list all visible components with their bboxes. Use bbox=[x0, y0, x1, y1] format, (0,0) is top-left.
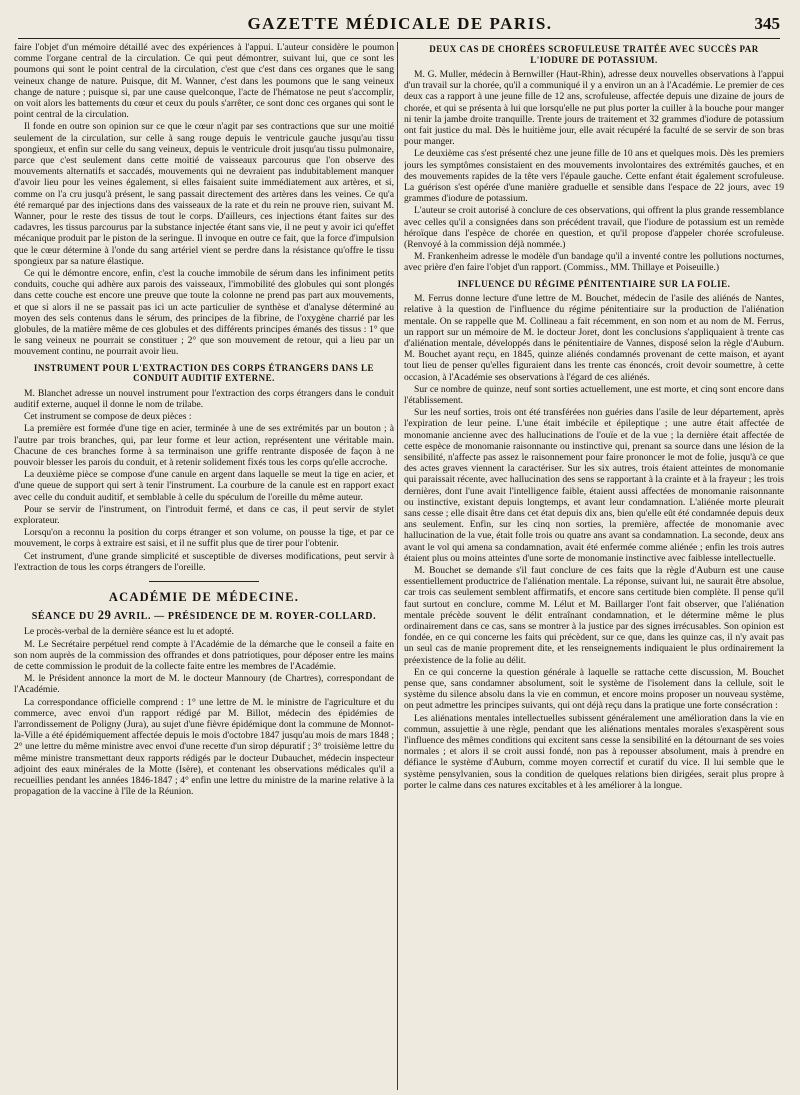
blanchet-paragraph-7: Cet instrument, d'une grande simplicité et susceptible de diverses modifications, peut servir à l'extraction de tous les corps étrangers de l'oreille. bbox=[14, 550, 394, 573]
muller-paragraph-2: Le deuxième cas s'est présenté chez une jeune fille de 10 ans et quelques mois. Dès les premiers jours les symptômes consistaient en des mouvements involontaires des extrémités gauches, et en des mouvements rapides de la tête vers l'épaule gauche. Cette enfant était également scrofuleuse. La guérison s'est opérée d'une manière graduelle et sensible dans l'espace de 22 jours, avec 19 grammes d'iodure de potassium. bbox=[404, 148, 784, 205]
blanchet-paragraph-3: La première est formée d'une tige en acier, terminée à une de ses extrémités par un bouton ; à l'autre par trois branches, qui, par leur forme et leur action, représentent une véritable main. Chacune de ces branches forme à sa terminaison une griffe rentrante disposée de façon à ne pouvoir blesser les parois du conduit, et à retenir solidement fixés tous les corps qu'elle accroche. bbox=[14, 423, 394, 468]
running-head bbox=[0, 14, 800, 38]
right-column bbox=[404, 42, 784, 1090]
muller-paragraph-3: L'auteur se croit autorisé à conclure de ces observations, qui offrent la plus grande ressemblance avec celles qu'il a consignées dans son précédent travail, que l'iodure de potassium est un remède héroïque dans l'espèce de chorée en question, et qu'il propose d'appeler chorée scrofuleuse. (Renvoyé à la commission déjà nommée.) bbox=[404, 205, 784, 251]
president-paragraph: M. le Président annonce la mort de M. le docteur Mannoury (de Chartres), correspondant de l'Académie. bbox=[14, 673, 394, 696]
session-prefix: SÉANCE DU bbox=[31, 611, 95, 623]
wanner-paragraph-2: Il fonde en outre son opinion sur ce que le cœur n'agit par ses contractions que sur une moitié seulement de la circulation, sur celle à sang rouge depuis le ventricule gauche jusqu'au tissu spongieux, et enfin sur celle du sang veineux, depuis le ventricule droit jusqu'au tissu pulmonaire, parce que c'est seulement dans cette moitié de vaisseaux parcourus que l'on observe des mouvements alternatifs et saccadés, mouvements qui ne devraient pas indubitablement manquer d'avoir lieu pour les veines également, si elles faisaient suite immédiatement aux artères, et si, comme on l'a cru jusqu'à présent, le sang passait directement des artères dans les veines. Ce qu'a été remarqué par des injections dans des vaisseaux de la rate et du rein ne prouve rien, suivant M. Wanner, pour le reste des tissus de tout le corps. D'ailleurs, ces injections étant faites sur des cadavres, les tissus parcourus par la substance injectée étant sans vie, il ne peut y avoir ici qu'effet mécanique produit par le piston de la seringue. Il invoque en outre ce fait, que la force d'impulsion que le cœur détermine à l'onde du sang artériel vient se perdre dans la résistance qu'offre le tissu spongieux par sa nature élastique. bbox=[14, 121, 394, 267]
blanchet-paragraph-2: Cet instrument se compose de deux pièces : bbox=[24, 411, 192, 423]
ferrus-paragraph-3: Sur les neuf sorties, trois ont été transférées non guéries dans l'asile de leur département, après l'expiration de leur peine. L'une était imbécile et épileptique ; une autre était affectée de monomanie ancienne avec des hallucinations de l'ouïe et de la vue ; la dernière était affectée de cette espèce de monomanie raisonnante ou instinctive qui, prenant sa source dans une lésion de la sensibilité, n'affecte pas assez le raisonnement pour faire prononcer le mot de folie, jusqu'à ce que des actes graves viennent la caractériser. Sur les six autres, trois étaient atteintes de monomanie qui paraissait récente, avec hallucination des sens se rapportant à la crainte et à la frayeur ; les trois dernières, dont l'une avait l'intelligence faible, étaient aussi affectées de monomanie raisonnante ou instinctive, existant depuis longtemps, et avant leur condamnation. L'aliénée morte pleurait sans cesse ; elle disait être dans cet état depuis dix ans, bien qu'elle eût été condamnée depuis deux ans seulement. Enfin, sur les cinq non sorties, la première, affectée de monomanie avec hallucination de la vue, était folle trois ou quatre ans avant sa condamnation. La seconde, deux ans avant le vol qui amena sa condamnation, avait été enfermée comme aliénée ; enfin les trois autres étaient plus ou moins atteintes d'une sorte de monomanie instinctive avec faiblesse intellectuelle. bbox=[404, 407, 784, 564]
minutes-paragraph: Le procès-verbal de la dernière séance est lu et adopté. bbox=[24, 626, 234, 638]
chorea-section-heading: DEUX CAS DE CHORÉES SCROFULEUSE TRAITÉE AVEC SUCCÈS PAR L'IODURE DE POTASSIUM. bbox=[429, 44, 759, 65]
publication-title: GAZETTE MÉDICALE DE PARIS. bbox=[247, 14, 553, 33]
session-suffix: AVRIL. — PRÉSIDENCE DE M. ROYER-COLLARD. bbox=[114, 611, 377, 623]
bouchet-paragraph-1: M. Bouchet se demande s'il faut conclure de ces faits que la règle d'Auburn est une cause essentiellement productrice de l'aliénation mentale. La réponse, suivant lui, ne saurait être absolue, car trois cas seulement semblent affirmatifs, et encore sans certitude bien complète. Il pense qu'il faut surtout en conclure, comme M. Lélut et M. Baillarger l'ont fait observer, que l'aliénation mentale précède souvent le délit entraînant condamnation, et le détermine même le plus ordinairement dans ce cas, sans se montrer à la justice par des signes irrécusables. Son opinion est fondée, en ce qui concerne les faits qui précèdent, sur ce que, dans les quinze cas, il n'y avait pas un seul cas de manie proprement dite, et les renseignements indiquaient le plus ordinairement la préexistence de la folie au délit. bbox=[404, 565, 784, 666]
frankenheim-paragraph: M. Frankenheim adresse le modèle d'un bandage qu'il a inventé contre les pollutions nocturnes, avec prière d'en faire l'objet d'un rapport. (Commiss., MM. Thillaye et Poiseuille.) bbox=[404, 251, 784, 274]
column-divider bbox=[397, 42, 398, 1090]
blanchet-paragraph-1: M. Blanchet adresse un nouvel instrument pour l'extraction des corps étrangers dans le conduit auditif externe, auquel il donne le nom de trilabe. bbox=[14, 387, 394, 410]
secretary-paragraph: M. Le Secrétaire perpétuel rend compte à l'Académie de la démarche que le conseil a faite en son nom auprès de la commission des offrandes et dons patriotiques, pour déposer entre les mains de cette commission le produit de la collecte faite entre les membres de l'Académie. bbox=[14, 638, 394, 672]
bouchet-paragraph-2: En ce qui concerne la question générale à laquelle se rattache cette discussion, M. Bouchet pense que, sans condamner absolument, soit le système de l'isolement dans la cellule, soit le système du silence absolu dans la vie en commun, et encore moins proposer un nouveau système, on peut admettre les principes suivants, qui ont déjà reçu dans la pratique une forte consécration : bbox=[404, 666, 784, 712]
wanner-paragraph-1: faire l'objet d'un mémoire détaillé avec des expériences à l'appui. L'auteur considère le poumon comme l'organe central de la circulation. Ce qui peut démontrer, suivant lui, que ce sont les poumons qui sont le point central de la circulation, c'est que c'est dans ces organes que le sang veineux change de nature. Puisque, dit M. Wanner, c'est dans les poumons que le sang veineux change de nature ; puisque si, par une cause quelconque, l'acte de l'hématose ne peut s'accomplir, on voit alors les battements du cœur et ceux du pouls s'arrêter, ce sont donc ces organes qui sont le point central de la circulation. bbox=[14, 42, 394, 121]
session-line bbox=[14, 610, 394, 622]
ferrus-paragraph-1: M. Ferrus donne lecture d'une lettre de M. Bouchet, médecin de l'asile des aliénés de Nantes, relative à la question de l'influence du régime pénitentiaire sur la production de l'aliénation mentale. On se rappelle que M. Collineau a fait récemment, en son nom et au nom de M. Ferrus, un rapport sur un mémoire de M. le docteur Joret, dont les conclusions s'appliquaient à trente cas d'aliénation mentale, développés dans le pénitentiaire de Vannes, disposé selon la règle d'Auburn. M. Bouchet ayant reçu, en 1845, quinze aliénés condamnés provenant de cette maison, et ayant tout lieu de penser qu'elles figuraient dans les trente cas énoncés, croit devoir soumettre, à cette occasion, à l'Académie ses observations à l'égard de ces aliénés. bbox=[404, 293, 784, 383]
ferrus-paragraph-2: Sur ce nombre de quinze, neuf sont sorties actuellement, une est morte, et cinq sont encore dans l'établissement. bbox=[404, 383, 784, 406]
muller-paragraph-1: M. G. Muller, médecin à Bernwiller (Haut-Rhin), adresse deux nouvelles observations à l'appui d'un travail sur la chorée, qu'il a communiqué il y a environ un an à l'Académie. Le premier de ces deux cas a rapport à une jeune fille de 12 ans, scrofuleuse, affectée depuis une dizaine de jours de chorée, et qui se présenta à lui que lorsqu'elle ne put plus porter la cuiller à la bouche pour manger ni tenir la jambe droite tranquille. Trente jours de traitement et 32 grammes d'iodure de potassium ont fait justice du mal. Dès le huitième jour, elle avait récupéré la faculté de se servir de son bras pour manger. bbox=[404, 69, 784, 148]
correspondence-paragraph: La correspondance officielle comprend : 1° une lettre de M. le ministre de l'agriculture et du commerce, avec envoi d'un rapport rédigé par M. Billot, médecin des épidémies de l'arrondissement de Poligny (Jura), au sujet d'une fièvre épidémique dont la commune de Monnot-la-Ville a été épidémiquement affectée depuis le mois d'octobre 1847 jusqu'au mois de mars 1848 ; 2° une lettre du même ministre avec envoi d'une recette d'un sirop dépuratif ; 3° troisième lettre du même ministre transmettant deux rapports rédigés par le docteur Dubauchet, médecin inspecteur adjoint des eaux minérales de la Motte (Isère), et contenant les observations médicales qu'il a recueillies pendant les années 1846-1847 ; 4° enfin une lettre du ministre de la marine relative à la propagation de la vaccine à l'île de la Réunion. bbox=[14, 696, 394, 798]
page-number: 345 bbox=[754, 14, 780, 33]
blanchet-paragraph-6: Lorsqu'on a reconnu la position du corps étranger et son volume, on pousse la tige, et par ce mouvement, le corps à extraire est saisi, et il ne suffit plus que de tirer pour l'obtenir. bbox=[14, 527, 394, 550]
bouchet-paragraph-3: Les aliénations mentales intellectuelles subissent généralement une amélioration dans la vie en commun, assujettie à une règle, pendant que les aliénations mentales morales s'exaspèrent sous l'influence des mêmes conditions qui excitent sans cesse la sensibilité en la détournant de ses voies normales ; et alors il se croit aussi fondé, non pas à repousser absolument, mais à prendre en défiance le système d'Auburn, comme moyen correctif et curatif du vice. Il lui semble que le système pensylvanien, sous la condition de quelques relations bien dirigées, serait plus propre à porter le calme dans ces natures excitables et à les améliorer à la longue. bbox=[404, 712, 784, 791]
left-column bbox=[14, 42, 394, 1090]
session-date: 29 bbox=[97, 608, 112, 623]
blanchet-paragraph-4: La deuxième pièce se compose d'une canule en argent dans laquelle se meut la tige en acier, et d'une queue de support qui sert à tenir l'instrument. La courbure de la canule est en rapport exact avec celle du conduit auditif, et semblable à celle du spéculum de l'oreille du même auteur. bbox=[14, 469, 394, 503]
header-rule bbox=[18, 38, 780, 39]
wanner-paragraph-3: Ce qui le démontre encore, enfin, c'est la couche immobile de sérum dans les infiniment petits conduits, couche qui adhère aux parois des vaisseaux, l'immobilité des globules qui sont plongés dans cette couche est encore une preuve que toute la colonne ne prend pas part aux mouvements, et que si alors il ne se passait pas ici un acte particulier de synthèse et d'analyse déterminé au moyen des sels contenus dans le sérum, des principes de la fibrine, de l'oxygène charrié par les globules, de la matière même de ces globules et des différents principes émanés des tissus : 1° que le sang veineux ne pourrait se constituer ; 2° que son mouvement de retour, qui a lieu par un mouvement continu, ne pourrait avoir lieu. bbox=[14, 268, 394, 358]
section-divider bbox=[149, 581, 259, 582]
instrument-section-heading: INSTRUMENT POUR L'EXTRACTION DES CORPS ÉTRANGERS DANS LE CONDUIT AUDITIF EXTERNE. bbox=[33, 362, 375, 384]
academy-title: ACADÉMIE DE MÉDECINE. bbox=[108, 589, 300, 604]
blanchet-paragraph-5: Pour se servir de l'instrument, on l'introduit fermé, et dans ce cas, il peut servir de stylet explorateur. bbox=[14, 503, 394, 526]
regime-section-heading: INFLUENCE DU RÉGIME PÉNITENTIAIRE SUR LA FOLIE. bbox=[457, 278, 731, 289]
